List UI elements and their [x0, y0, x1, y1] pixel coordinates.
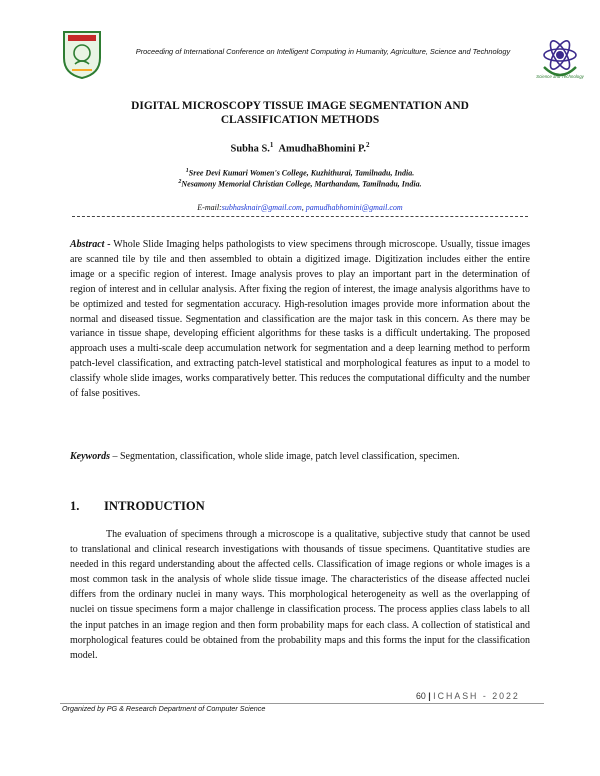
atom-conference-logo-icon [536, 33, 584, 81]
section-heading [70, 499, 205, 514]
email-line [60, 203, 540, 212]
keywords-text: – Segmentation, classification, whole slide image, patch level classification, specimen. [112, 451, 460, 462]
affiliation-1-sup: 1 [185, 168, 189, 174]
logo-text: Science and Technology [536, 74, 584, 79]
page-footer-number [416, 691, 520, 701]
organizer-footer: Organized by PG & Research Department of Computer Science [62, 704, 266, 713]
paper-title-line2: CLASSIFICATION METHODS [220, 114, 380, 126]
author-2-sup: 2 [365, 141, 370, 149]
email-label: E-mail: [197, 203, 222, 212]
affiliation-2-text: Nesamony Memorial Christian College, Marthandam, Tamilnadu, India. [181, 179, 422, 189]
college-emblem-icon [60, 28, 104, 80]
paper-title [60, 99, 540, 127]
abstract-text: Whole Slide Imaging helps pathologists to view specimens through microscope. Usually, tissue images are scanned tile by tile and then assembled to obtain a digitized image. Digitization includes either the entire image or a specific region of interest. Image analysis proves to play an important part in the determination of region of interest and in cellular analysis. After fixing the region of interest, the image analysis algorithms have to be optimized and tested for segmentation accuracy. High-resolution images provide more information about the normal and diseased tissue. Segmentation and classification are the major task in this concern. As there may be variance in tissue shape, developing efficient algorithms for these tasks is a difficult undertaking. The proposed approach uses a multi-scale deep accumulation network for segmentation and a deep learning method to perform patch-level classification, and extracting patch-level statistical and morphological features as input to a model to classify whole slide images, works comparatively better. This reduces the computational difficulty and the number of false positives. [70, 239, 530, 400]
affiliation-1-text: Sree Devi Kumari Women's College, Kuzhithurai, Tamilnadu, India. [188, 168, 415, 178]
introduction-paragraph: The evaluation of specimens through a microscope is a qualitative, subjective study that cannot be used to translational and clinical research investigations with thousands of tissue specimens. Quantitative studies are needed in this regard understanding about the affected cells. Classification of image regions or whole images is a most common task in the analysis of whole slide tissue image. The characteristics of the disease affected nuclei differs from the ordinary nuclei in many ways. This morphological heterogeneity as well as the overlapping of nuclei on tissue specimens form a major challenge in classification process. The process applies class labels to all the input patches in an image region and then form probability maps for each class. A collection of statistical and morphological features could be obtained from the probability maps and this forms the input for the classification model. [70, 529, 530, 661]
abstract [70, 238, 530, 402]
author-2: AmudhaBhomini P. [278, 143, 366, 155]
paper-title-line1: DIGITAL MICROSCOPY TISSUE IMAGE SEGMENTATION AND [131, 100, 469, 112]
email-link-2[interactable]: pamudhabhomini@gmail.com [305, 203, 403, 212]
author-1: Subha S. [230, 143, 270, 155]
authors [60, 141, 540, 154]
page-number: 60 [416, 691, 426, 701]
email-separator: , [301, 203, 306, 212]
affiliation-2 [60, 179, 540, 189]
conference-code: ICHASH - 2022 [433, 691, 520, 701]
affiliation-2-sup: 2 [178, 179, 182, 185]
section-number: 1. [70, 499, 80, 513]
footer-separator: | [428, 691, 431, 701]
affiliation-1 [60, 168, 540, 178]
abstract-label: Abstract - [70, 239, 111, 250]
conference-header: Proceeding of International Conference on Intelligent Computing in Humanity, Agriculture, Science and Technology [135, 47, 511, 56]
email-link-1[interactable]: subhasknair@gmail.com [221, 203, 302, 212]
keywords-label: Keywords [70, 451, 110, 462]
keywords [70, 450, 530, 465]
section-title: INTRODUCTION [104, 499, 205, 513]
divider [72, 216, 528, 217]
author-1-sup: 1 [269, 141, 274, 149]
